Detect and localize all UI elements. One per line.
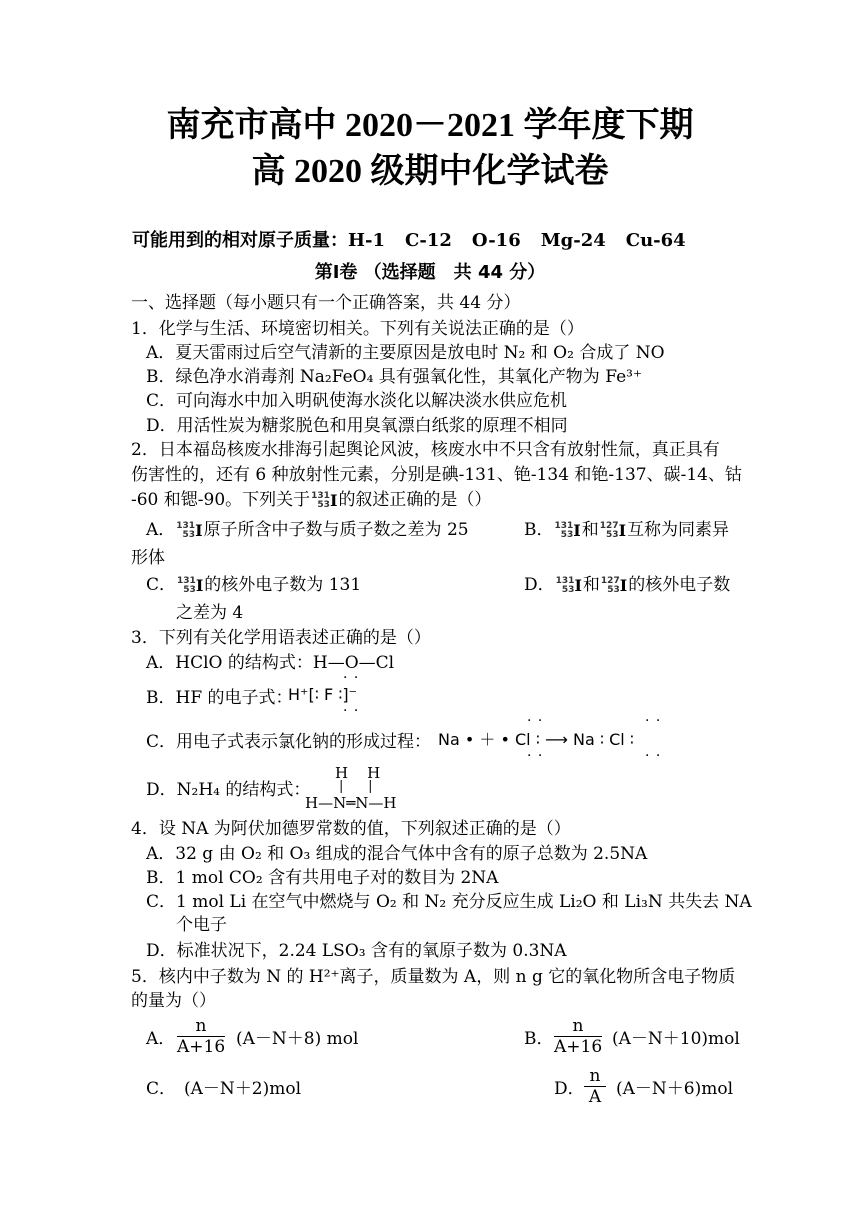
q2-option-a — [146, 519, 469, 542]
nuclide-z: 53 — [607, 584, 620, 595]
nuclide-z: 53 — [317, 499, 330, 510]
fraction-numerator: n — [572, 1016, 584, 1036]
electron-dots-bottom: · · — [645, 748, 662, 764]
q2-d-and: 和 — [582, 575, 600, 595]
nuclide-mass: 131 — [176, 520, 196, 531]
q5-c-expression: (A－N＋2)mol — [184, 1079, 302, 1099]
q2-d-label: D． — [524, 575, 555, 595]
q2-stem-line3 — [131, 489, 491, 512]
q2-stem-line1: 2．日本福岛核废水排海引起舆论风波，核废水中不只含有放射性氚，真正具有 — [131, 440, 720, 460]
q2-b-label: B． — [524, 520, 554, 540]
mass-o: O-16 — [471, 230, 521, 251]
q2-a-label: A． — [146, 520, 176, 540]
q5-a-fraction — [177, 1016, 225, 1057]
nacl-formation-formula: Na • ＋ • Cl ∶ ⟶ Na ∶ Cl ∶ — [438, 730, 634, 749]
mass-c: C-12 — [405, 230, 452, 251]
q2-c-text: 的核外电子数为 131 — [204, 575, 362, 595]
volume-title: 第Ⅰ卷 （选择题 共 44 分） — [314, 262, 546, 283]
q1-option-c: C．可向海水中加入明矾使海水淡化以解决淡水供应危机 — [146, 391, 568, 411]
q2-option-a-wrap: 形体 — [131, 548, 165, 568]
electron-dots-top: · · — [343, 670, 360, 686]
nuclide-z: 53 — [182, 529, 196, 540]
nuclide-i131 — [177, 575, 203, 597]
q4-option-c: C．1 mol Li 在空气中燃烧与 O₂ 和 N₂ 充分反应生成 Li₂O 和 Li₃N 共失去 NA — [146, 892, 752, 912]
nuclide-i131 — [556, 575, 582, 597]
q2-a-text: 原子所含中子数与质子数之差为 25 — [203, 520, 469, 540]
electron-dots-bottom: · · — [343, 703, 360, 719]
n2h4-structure-top: H H — [335, 764, 381, 782]
electron-dots-bottom: · · — [527, 748, 544, 764]
nuclide-mass: 127 — [600, 575, 620, 586]
nuclide-mass: 131 — [311, 490, 330, 501]
nuclide-symbol: I — [573, 520, 581, 540]
nuclide-z: 53 — [183, 584, 196, 595]
q2-d-text: 的核外电子数 — [628, 575, 731, 595]
atomic-masses — [132, 226, 706, 252]
q5-d-fraction — [584, 1066, 606, 1107]
nuclide-symbol: I — [619, 575, 628, 595]
nuclide-mass: 131 — [555, 575, 575, 586]
q4-option-a: A．32 g 由 O₂ 和 O₃ 组成的混合气体中含有的原子总数为 2.5NA — [146, 844, 648, 864]
nuclide-symbol: I — [329, 490, 338, 510]
nuclide-i131 — [311, 490, 337, 512]
q3-option-d-label: D．N₂H₄ 的结构式： — [146, 780, 311, 800]
section-intro: 一、选择题（每小题只有一个正确答案，共 44 分） — [131, 293, 521, 313]
q1-option-d: D．用活性炭为糖浆脱色和用臭氧漂白纸浆的原理不相同 — [146, 416, 568, 436]
nuclide-z: 53 — [561, 584, 575, 595]
q5-a-label: A． — [146, 1029, 176, 1049]
q5-d-expression: (A－N＋6)mol — [616, 1079, 734, 1099]
q1-option-b: B．绿色净水消毒剂 Na₂FeO₄ 具有强氧化性，其氧化产物为 Fe³⁺ — [146, 367, 642, 387]
fraction-numerator: n — [195, 1016, 207, 1036]
q2-c-label: C． — [146, 575, 177, 595]
q4-option-d: D．标准状况下，2.24 LSO₃ 含有的氧原子数为 0.3NA — [146, 941, 567, 961]
q2-b-text: 互称为同素异 — [627, 520, 730, 540]
nuclide-mass: 131 — [177, 575, 196, 586]
mass-mg: Mg-24 — [540, 230, 606, 251]
q2-option-d — [524, 574, 730, 597]
q2-stem-line3a: -60 和锶-90。下列关于 — [131, 490, 311, 510]
q2-option-b — [524, 519, 729, 542]
nuclide-symbol: I — [618, 520, 627, 540]
q5-b-fraction — [554, 1016, 602, 1057]
q5-b-label: B． — [524, 1029, 554, 1049]
electron-dots-top: · · — [527, 713, 544, 729]
nuclide-i127 — [601, 575, 627, 597]
q3-stem: 3．下列有关化学用语表述正确的是（） — [131, 628, 431, 648]
nuclide-z: 53 — [606, 529, 619, 540]
q3-option-c-label: C．用电子式表示氯化钠的形成过程： — [146, 732, 432, 752]
q5-b-expression: (A－N＋10)mol — [612, 1029, 740, 1049]
electron-dots-top: · · — [645, 713, 662, 729]
atomic-masses-label: 可能用到的相对原子质量： — [132, 230, 348, 251]
hf-electron-formula: H⁺[∶ F ∶]⁻ — [288, 685, 358, 704]
mass-cu: Cu-64 — [625, 230, 686, 251]
nuclide-z: 53 — [560, 529, 574, 540]
q5-stem-line1: 5．核内中子数为 N 的 H²⁺离子，质量数为 A，则 n g 它的氧化物所含电子物质 — [131, 967, 736, 987]
nuclide-i127 — [600, 520, 626, 542]
fraction-denominator: A+16 — [177, 1037, 226, 1057]
fraction-numerator: n — [589, 1066, 601, 1086]
nuclide-i131 — [555, 520, 581, 542]
nuclide-symbol: I — [195, 575, 204, 595]
nuclide-mass: 127 — [599, 520, 619, 531]
q3-option-a: A．HClO 的结构式：H—O—Cl — [146, 653, 395, 673]
q5-a-expression: (A－N＋8) mol — [236, 1029, 359, 1049]
n2h4-structure-bonds: | | — [339, 779, 373, 794]
fraction-denominator: A — [588, 1087, 602, 1107]
q4-option-c-wrap: 个电子 — [176, 915, 227, 935]
nuclide-symbol: I — [574, 575, 582, 595]
fraction-denominator: A+16 — [554, 1037, 603, 1057]
q4-option-b: B．1 mol CO₂ 含有共用电子对的数目为 2NA — [146, 868, 499, 888]
q2-stem-line3b: 的叙述正确的是（） — [338, 490, 492, 510]
q5-d-label: D． — [554, 1079, 585, 1099]
q1-option-a: A．夏天雷雨过后空气清新的主要原因是放电时 N₂ 和 O₂ 合成了 NO — [146, 343, 665, 363]
q2-option-d-wrap: 之差为 4 — [176, 603, 244, 623]
q5-c-label: C． — [146, 1079, 177, 1099]
nuclide-mass: 131 — [554, 520, 574, 531]
n2h4-structure-bottom: H—N═N—H — [305, 794, 397, 812]
q2-option-c — [146, 574, 361, 597]
q2-stem-line2: 伤害性的，还有 6 种放射性元素，分别是碘-131、铯-134 和铯-137、碳-14、钴 — [131, 465, 742, 485]
nuclide-symbol: I — [195, 520, 203, 540]
mass-h: H-1 — [348, 230, 386, 251]
nuclide-i131 — [176, 520, 202, 542]
q4-stem: 4．设 NA 为阿伏加德罗常数的值，下列叙述正确的是（） — [131, 819, 571, 839]
exam-title-line2: 高 2020 级期中化学试卷 — [251, 153, 609, 190]
q2-b-and: 和 — [581, 520, 599, 540]
q3-option-b-label: B．HF 的电子式： — [146, 688, 293, 708]
q1-stem: 1．化学与生活、环境密切相关。下列有关说法正确的是（） — [131, 319, 584, 339]
q5-stem-line2: 的量为（） — [131, 991, 216, 1011]
exam-title-line1: 南充市高中 2020－2021 学年度下期 — [166, 107, 694, 144]
